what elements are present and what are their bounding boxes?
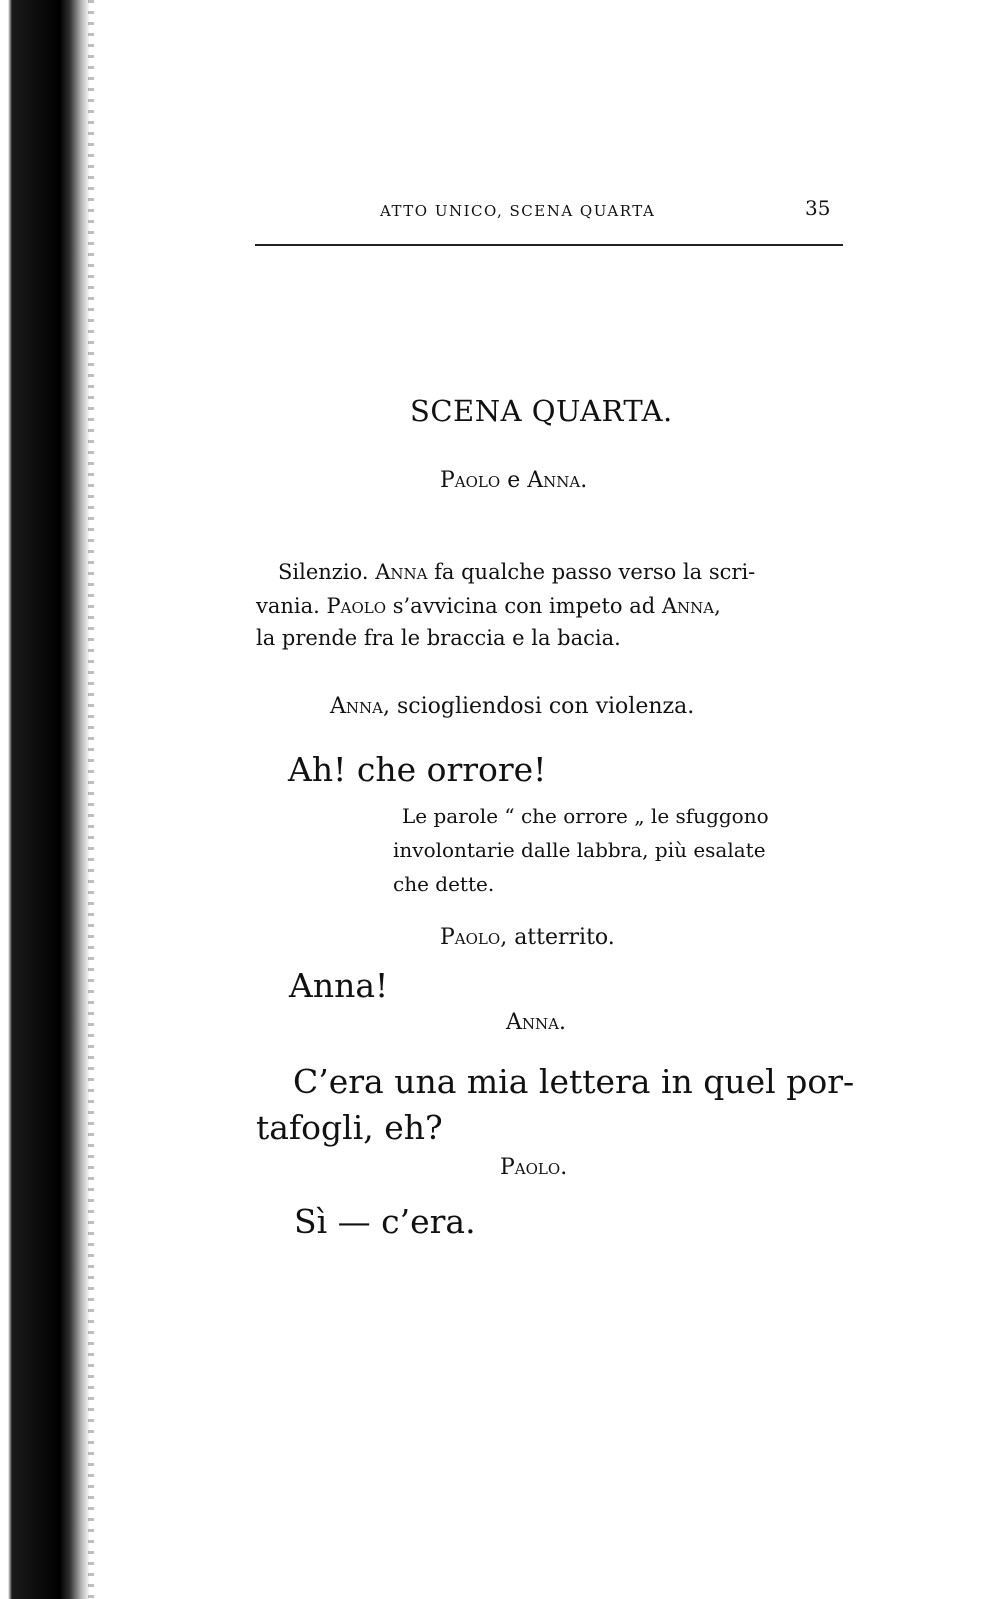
dialogue-line: Anna! (289, 966, 389, 1005)
speaker-name: Anna, (330, 694, 390, 719)
stage-direction-text: fa qualche passo verso la scri- (434, 560, 756, 584)
note-line: involontarie dalle labbra, più esalate (393, 838, 766, 862)
speaker-heading (500, 1155, 567, 1180)
scene-title: SCENA QUARTA. (410, 394, 673, 428)
speaker-heading (506, 1010, 566, 1035)
character-conjunction: e (507, 468, 521, 493)
stage-direction-line (256, 590, 721, 622)
note-line: Le parole “ che orrore „ le sfuggono (402, 804, 769, 828)
dialogue-line: tafogli, eh? (256, 1108, 443, 1147)
stage-direction-line (278, 556, 755, 588)
running-title: ATTO UNICO, SCENA QUARTA (380, 202, 656, 220)
character-name: Paolo (326, 594, 387, 618)
speaker-name: Paolo, (440, 925, 508, 950)
speaker-heading (330, 694, 694, 719)
book-binding-shadow (0, 0, 90, 1599)
stage-direction-text: vania. (256, 594, 320, 618)
speaker-name: Paolo. (500, 1155, 568, 1180)
speaker-name: Anna. (506, 1010, 566, 1035)
character-list (440, 468, 587, 493)
character-name: Anna. (527, 468, 588, 493)
stage-direction-text: Silenzio. (278, 560, 369, 584)
stage-direction-line: la prende fra le braccia e la bacia. (256, 626, 621, 650)
page-edge (88, 0, 94, 1599)
dialogue-line: Ah! che orrore! (288, 750, 547, 789)
dialogue-line: C’era una mia lettera in quel por- (293, 1062, 855, 1101)
note-line: che dette. (393, 872, 495, 896)
page-number: 35 (805, 196, 831, 220)
speaker-direction: atterrito. (514, 925, 615, 950)
character-name: Paolo (440, 468, 501, 493)
stage-direction-text: s’avvicina con impeto ad (392, 594, 656, 618)
character-name: Anna (375, 560, 428, 584)
speaker-direction: sciogliendosi con violenza. (396, 694, 695, 719)
character-name: Anna, (661, 594, 721, 618)
dialogue-line: Sì — c’era. (294, 1202, 476, 1241)
header-rule (255, 244, 843, 246)
speaker-heading (440, 925, 615, 950)
